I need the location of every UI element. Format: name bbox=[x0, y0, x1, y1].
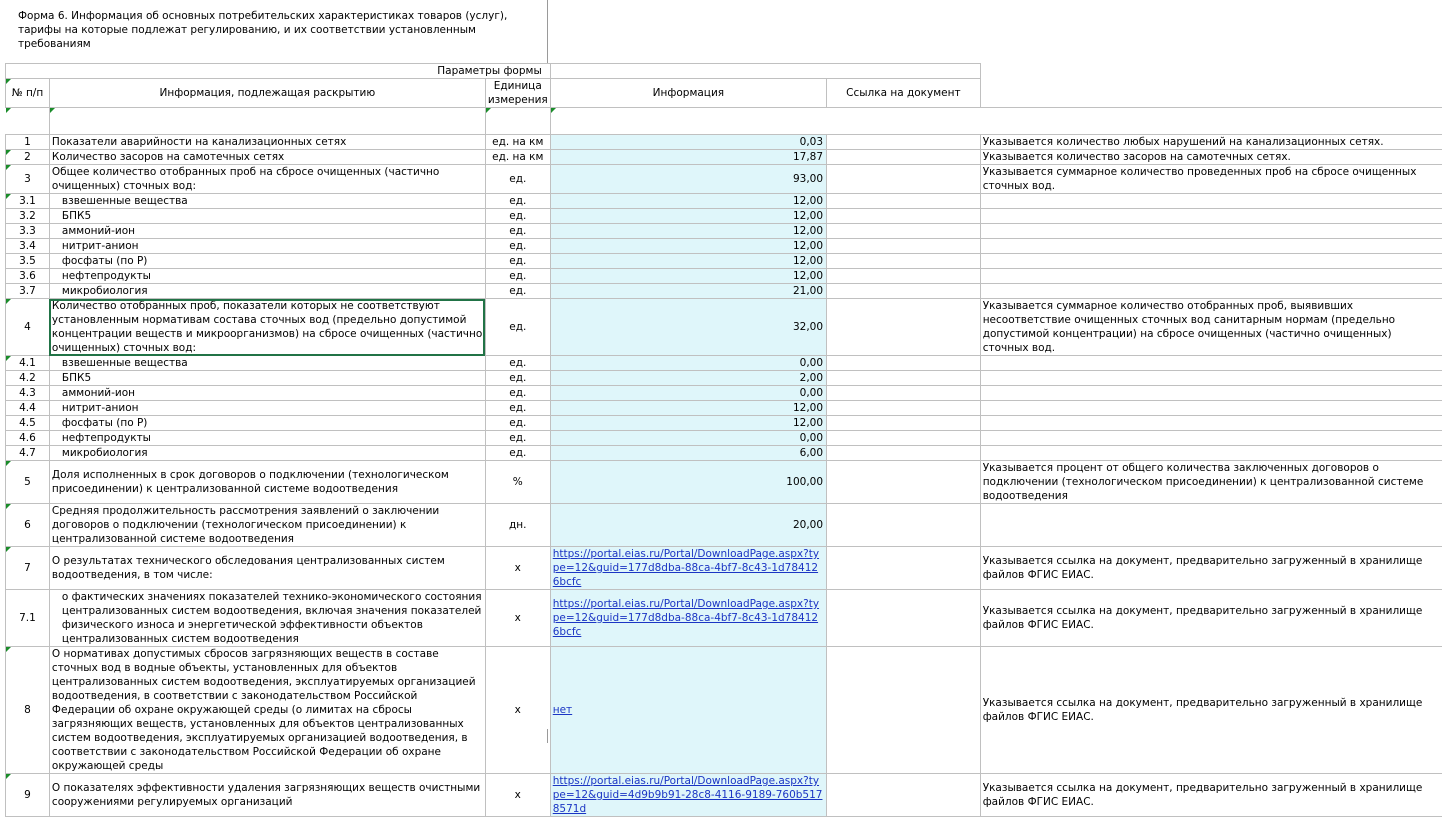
row-unit-cell[interactable]: ед. bbox=[485, 371, 550, 386]
header-value[interactable]: Информация bbox=[550, 79, 826, 108]
row-value-cell[interactable]: 0,00 bbox=[550, 356, 826, 371]
row-unit-cell[interactable]: ед. bbox=[485, 209, 550, 224]
row-ref-cell[interactable] bbox=[827, 446, 981, 461]
row-note-cell bbox=[980, 356, 1442, 371]
row-ref-cell[interactable] bbox=[827, 590, 981, 647]
row-num-cell[interactable]: 4.6 bbox=[6, 431, 50, 446]
table-row bbox=[6, 774, 1442, 817]
table-row bbox=[6, 224, 1442, 239]
document-link[interactable]: https://portal.eias.ru/Portal/DownloadPage.aspx?type=12&guid=4d9b9b91-28c8-4116-9189-760b5178571d bbox=[553, 775, 823, 815]
row-value-cell[interactable]: 21,00 bbox=[550, 284, 826, 299]
filter-cell[interactable] bbox=[485, 108, 550, 135]
row-value-cell[interactable]: 17,87 bbox=[550, 150, 826, 165]
row-unit-cell[interactable]: ед. bbox=[485, 416, 550, 431]
row-note-cell: Указывается количество засоров на самотечных сетях. bbox=[980, 150, 1442, 165]
row-info-cell[interactable]: Общее количество отобранных проб на сбросе очищенных (частично очищенных) сточных вод: bbox=[49, 165, 485, 194]
row-num-cell[interactable]: 3.2 bbox=[6, 209, 50, 224]
row-value-cell[interactable]: 12,00 bbox=[550, 239, 826, 254]
table-row bbox=[6, 547, 1442, 590]
row-note-cell bbox=[980, 386, 1442, 401]
row-info-cell[interactable]: фосфаты (по Р) bbox=[49, 416, 485, 431]
row-ref-cell[interactable] bbox=[827, 284, 981, 299]
row-value-cell[interactable] bbox=[550, 647, 826, 774]
row-unit-cell[interactable]: % bbox=[485, 461, 550, 504]
row-value-cell[interactable]: 12,00 bbox=[550, 194, 826, 209]
row-note-cell bbox=[980, 224, 1442, 239]
row-ref-cell[interactable] bbox=[827, 547, 981, 590]
row-value-cell[interactable]: 12,00 bbox=[550, 224, 826, 239]
row-ref-cell[interactable] bbox=[827, 461, 981, 504]
row-unit-cell[interactable]: ед. bbox=[485, 224, 550, 239]
form-params-label: Параметры формы bbox=[6, 64, 551, 79]
row-value-cell[interactable]: 12,00 bbox=[550, 416, 826, 431]
row-value-cell[interactable] bbox=[550, 774, 826, 817]
row-num-cell[interactable]: 7.1 bbox=[6, 590, 50, 647]
row-num-cell[interactable]: 4.3 bbox=[6, 386, 50, 401]
row-num-cell[interactable]: 5 bbox=[6, 461, 50, 504]
document-link[interactable]: https://portal.eias.ru/Portal/DownloadPage.aspx?type=12&guid=177d8dba-88ca-4bf7-8c43-1d784126bcfc bbox=[553, 548, 819, 588]
table-row bbox=[6, 431, 1442, 446]
document-link[interactable]: нет bbox=[553, 704, 572, 716]
row-num-cell[interactable]: 8 bbox=[6, 647, 50, 774]
row-info-cell[interactable]: взвешенные вещества bbox=[49, 356, 485, 371]
table-row bbox=[6, 299, 1442, 356]
row-num-cell[interactable]: 4.2 bbox=[6, 371, 50, 386]
row-info-cell[interactable]: Средняя продолжительность рассмотрения заявлений о заключении договоров о подключении (технологическом присоединении) к централизованной системе водоотведения bbox=[49, 504, 485, 547]
row-unit-cell[interactable]: ед. bbox=[485, 165, 550, 194]
table-row bbox=[6, 165, 1442, 194]
row-unit-cell[interactable]: ед. на км bbox=[485, 135, 550, 150]
table-row bbox=[6, 239, 1442, 254]
row-info-cell[interactable]: нитрит-анион bbox=[49, 239, 485, 254]
row-num-cell[interactable]: 6 bbox=[6, 504, 50, 547]
row-num-cell[interactable]: 2 bbox=[6, 150, 50, 165]
row-num-cell[interactable]: 3 bbox=[6, 165, 50, 194]
row-note-cell bbox=[980, 239, 1442, 254]
row-info-cell[interactable]: нитрит-анион bbox=[49, 401, 485, 416]
row-unit-cell[interactable]: ед. bbox=[485, 431, 550, 446]
row-num-cell[interactable]: 4 bbox=[6, 299, 50, 356]
row-note-cell: Указывается ссылка на документ, предварительно загруженный в хранилище файлов ФГИС ЕИАС. bbox=[980, 774, 1442, 817]
row-value-cell[interactable]: 12,00 bbox=[550, 254, 826, 269]
row-num-cell[interactable]: 4.5 bbox=[6, 416, 50, 431]
row-note-cell bbox=[980, 209, 1442, 224]
filter-cell[interactable] bbox=[49, 108, 485, 135]
row-info-cell[interactable]: аммоний-ион bbox=[49, 224, 485, 239]
row-info-cell[interactable]: нефтепродукты bbox=[49, 431, 485, 446]
row-unit-cell[interactable]: ед. bbox=[485, 356, 550, 371]
row-value-cell[interactable]: 0,03 bbox=[550, 135, 826, 150]
row-value-cell[interactable] bbox=[550, 547, 826, 590]
row-info-cell[interactable]: нефтепродукты bbox=[49, 269, 485, 284]
row-unit-cell[interactable]: ед. bbox=[485, 254, 550, 269]
row-note-cell bbox=[980, 416, 1442, 431]
row-info-cell[interactable]: Количество отобранных проб, показатели которых не соответствуют установленным нормативам состава сточных вод (предельно допустимой концентрации веществ и микроорганизмов) на сбросе очищенных (частично очищенных) сточных вод: bbox=[49, 299, 485, 356]
row-note-cell: Указывается процент от общего количества заключенных договоров о подключении (технологическом присоединении) к централизованной системе водоотведения bbox=[980, 461, 1442, 504]
row-value-cell[interactable]: 12,00 bbox=[550, 401, 826, 416]
row-ref-cell[interactable] bbox=[827, 194, 981, 209]
table-row bbox=[6, 386, 1442, 401]
row-info-cell[interactable]: микробиология bbox=[49, 446, 485, 461]
row-unit-cell[interactable]: x bbox=[485, 590, 550, 647]
table-row bbox=[6, 401, 1442, 416]
row-unit-cell[interactable]: ед. bbox=[485, 299, 550, 356]
row-info-cell[interactable]: БПК5 bbox=[49, 209, 485, 224]
row-unit-cell[interactable]: ед. bbox=[485, 446, 550, 461]
table-row bbox=[6, 446, 1442, 461]
row-ref-cell[interactable] bbox=[827, 150, 981, 165]
table-row bbox=[6, 284, 1442, 299]
row-ref-cell[interactable] bbox=[827, 401, 981, 416]
row-note-cell bbox=[980, 431, 1442, 446]
header-info[interactable]: Информация, подлежащая раскрытию bbox=[49, 79, 485, 108]
table-row bbox=[6, 461, 1442, 504]
row-info-cell[interactable]: Показатели аварийности на канализационных сетях bbox=[49, 135, 485, 150]
row-ref-cell[interactable] bbox=[827, 254, 981, 269]
row-info-cell[interactable]: О показателях эффективности удаления загрязняющих веществ очистными сооружениями регулируемых организаций bbox=[49, 774, 485, 817]
row-note-cell: Указывается суммарное количество проведенных проб на сбросе очищенных сточных вод. bbox=[980, 165, 1442, 194]
row-info-cell[interactable]: фосфаты (по Р) bbox=[49, 254, 485, 269]
row-value-cell[interactable]: 0,00 bbox=[550, 386, 826, 401]
table-row bbox=[6, 590, 1442, 647]
header-unit[interactable]: Единица измерения bbox=[485, 79, 550, 108]
row-value-cell[interactable]: 93,00 bbox=[550, 165, 826, 194]
row-unit-cell[interactable]: ед. bbox=[485, 269, 550, 284]
row-unit-cell[interactable]: дн. bbox=[485, 504, 550, 547]
row-num-cell[interactable]: 3.1 bbox=[6, 194, 50, 209]
table-row bbox=[6, 254, 1442, 269]
row-note-cell bbox=[980, 194, 1442, 209]
row-note-cell: Указывается суммарное количество отобранных проб, выявивших несоответствие очищенных сточных вод санитарным нормам (предельно допустимой концентрации) на сбросе очищенных (частично очищенных) сточных вод. bbox=[980, 299, 1442, 356]
row-note-cell bbox=[980, 254, 1442, 269]
row-ref-cell[interactable] bbox=[827, 165, 981, 194]
row-info-cell[interactable]: О результатах технического обследования централизованных систем водоотведения, в том числе: bbox=[49, 547, 485, 590]
row-note-cell bbox=[980, 504, 1442, 547]
row-note-cell: Указывается ссылка на документ, предварительно загруженный в хранилище файлов ФГИС ЕИАС. bbox=[980, 647, 1442, 774]
row-num-cell[interactable]: 7 bbox=[6, 547, 50, 590]
row-ref-cell[interactable] bbox=[827, 371, 981, 386]
row-value-cell[interactable]: 12,00 bbox=[550, 209, 826, 224]
row-value-cell[interactable] bbox=[550, 590, 826, 647]
row-value-cell[interactable]: 0,00 bbox=[550, 431, 826, 446]
row-note-cell bbox=[980, 269, 1442, 284]
document-link[interactable]: https://portal.eias.ru/Portal/DownloadPage.aspx?type=12&guid=177d8dba-88ca-4bf7-8c43-1d784126bcfc bbox=[553, 598, 819, 638]
row-info-cell[interactable]: Количество засоров на самотечных сетях bbox=[49, 150, 485, 165]
table-row bbox=[6, 371, 1442, 386]
form-title: Форма 6. Информация об основных потребительских характеристиках товаров (услуг), тарифы на которые подлежат регулированию, и их соответствии установленным требованиям bbox=[18, 9, 543, 51]
row-info-cell[interactable]: взвешенные вещества bbox=[49, 194, 485, 209]
row-ref-cell[interactable] bbox=[827, 504, 981, 547]
row-info-cell[interactable]: О нормативах допустимых сбросов загрязняющих веществ в составе сточных вод в водные объекты, установленных для объектов централизованных систем водоотведения, эксплуатируемых организацией водоотведения, в соответствии с законодательством Российской Федерации об охране окружающей среды (о лимитах на сбросы загрязняющих веществ, установленных для объектов централизованных систем водоотведения, эксплуатируемых организацией водоотведения, в соответствии с законодательством Российской Федерации об охране окружающей среды bbox=[49, 647, 485, 774]
header-blank bbox=[980, 79, 1442, 108]
header-num[interactable]: № п/п bbox=[6, 79, 50, 108]
row-num-cell[interactable]: 4.7 bbox=[6, 446, 50, 461]
row-ref-cell[interactable] bbox=[827, 647, 981, 774]
row-unit-cell[interactable]: x bbox=[485, 547, 550, 590]
row-value-cell[interactable]: 12,00 bbox=[550, 269, 826, 284]
row-info-cell[interactable]: микробиология bbox=[49, 284, 485, 299]
row-num-cell[interactable]: 4.4 bbox=[6, 401, 50, 416]
row-unit-cell[interactable]: ед. bbox=[485, 239, 550, 254]
row-ref-cell[interactable] bbox=[827, 135, 981, 150]
column-gridline bbox=[547, 0, 548, 63]
table-row bbox=[6, 647, 1442, 774]
table-row bbox=[6, 194, 1442, 209]
table-row bbox=[6, 150, 1442, 165]
row-note-cell bbox=[980, 446, 1442, 461]
row-unit-cell[interactable]: x bbox=[485, 647, 550, 774]
row-num-cell[interactable]: 3.7 bbox=[6, 284, 50, 299]
row-unit-cell[interactable]: ед. bbox=[485, 194, 550, 209]
row-note-cell bbox=[980, 371, 1442, 386]
table-row bbox=[6, 504, 1442, 547]
header-ref[interactable]: Ссылка на документ bbox=[827, 79, 981, 108]
row-info-cell[interactable]: аммоний-ион bbox=[49, 386, 485, 401]
row-unit-cell[interactable]: ед. bbox=[485, 386, 550, 401]
row-ref-cell[interactable] bbox=[827, 386, 981, 401]
row-info-cell[interactable]: о фактических значениях показателей технико-экономического состояния централизованных систем водоотведения, включая значения показателей физического износа и энергетической эффективности объектов централизованных систем водоотведения bbox=[49, 590, 485, 647]
row-unit-cell[interactable]: ед. bbox=[485, 284, 550, 299]
row-value-cell[interactable]: 100,00 bbox=[550, 461, 826, 504]
row-unit-cell[interactable]: ед. bbox=[485, 401, 550, 416]
disclosure-table bbox=[5, 63, 1442, 817]
filter-cell[interactable] bbox=[6, 108, 50, 135]
row-note-cell: Указывается количество любых нарушений на канализационных сетях. bbox=[980, 135, 1442, 150]
row-note-cell: Указывается ссылка на документ, предварительно загруженный в хранилище файлов ФГИС ЕИАС. bbox=[980, 590, 1442, 647]
row-note-cell bbox=[980, 284, 1442, 299]
table-row bbox=[6, 269, 1442, 284]
row-ref-cell[interactable] bbox=[827, 299, 981, 356]
row-num-cell[interactable]: 1 bbox=[6, 135, 50, 150]
row-num-cell[interactable]: 3.6 bbox=[6, 269, 50, 284]
row-num-cell[interactable]: 3.5 bbox=[6, 254, 50, 269]
row-value-cell[interactable]: 32,00 bbox=[550, 299, 826, 356]
form-params-spacer bbox=[550, 64, 980, 79]
row-ref-cell[interactable] bbox=[827, 774, 981, 817]
row-ref-cell[interactable] bbox=[827, 269, 981, 284]
row-ref-cell[interactable] bbox=[827, 356, 981, 371]
row-info-cell[interactable]: Доля исполненных в срок договоров о подключении (технологическом присоединении) к централизованной системе водоотведения bbox=[49, 461, 485, 504]
row-num-cell[interactable]: 3.4 bbox=[6, 239, 50, 254]
row-ref-cell[interactable] bbox=[827, 416, 981, 431]
table-row bbox=[6, 209, 1442, 224]
table-row bbox=[6, 356, 1442, 371]
row-unit-cell[interactable]: ед. на км bbox=[485, 150, 550, 165]
row-ref-cell[interactable] bbox=[827, 239, 981, 254]
row-ref-cell[interactable] bbox=[827, 209, 981, 224]
row-note-cell bbox=[980, 401, 1442, 416]
row-note-cell: Указывается ссылка на документ, предварительно загруженный в хранилище файлов ФГИС ЕИАС. bbox=[980, 547, 1442, 590]
row-ref-cell[interactable] bbox=[827, 431, 981, 446]
row-num-cell[interactable]: 4.1 bbox=[6, 356, 50, 371]
row-ref-cell[interactable] bbox=[827, 224, 981, 239]
row-value-cell[interactable]: 2,00 bbox=[550, 371, 826, 386]
filter-cell[interactable] bbox=[550, 108, 826, 135]
row-value-cell[interactable]: 20,00 bbox=[550, 504, 826, 547]
row-unit-cell[interactable]: x bbox=[485, 774, 550, 817]
table-row bbox=[6, 135, 1442, 150]
row-num-cell[interactable]: 3.3 bbox=[6, 224, 50, 239]
row-value-cell[interactable]: 6,00 bbox=[550, 446, 826, 461]
row-num-cell[interactable]: 9 bbox=[6, 774, 50, 817]
row-info-cell[interactable]: БПК5 bbox=[49, 371, 485, 386]
table-row bbox=[6, 416, 1442, 431]
